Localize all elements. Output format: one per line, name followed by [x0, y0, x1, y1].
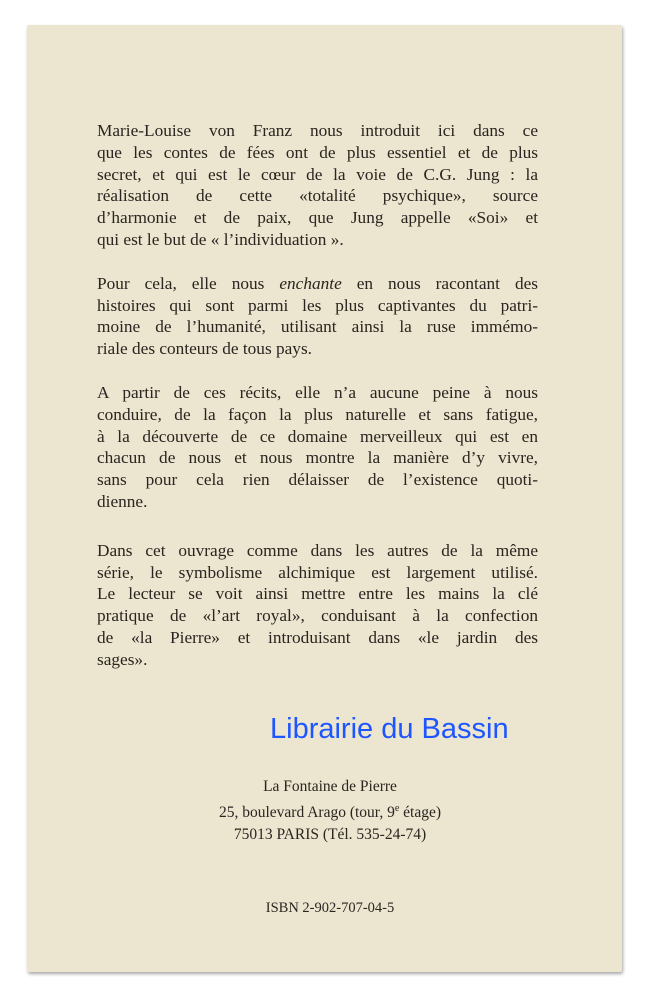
text-line: Dans cet ouvrage comme dans les autres de la même — [97, 540, 538, 560]
address-text: 25, boulevard Arago (tour, 9 — [218, 804, 395, 822]
text-line: moine de l’humanité, utilisant ainsi la ruse immémo- — [97, 317, 538, 337]
text-line: à la découverte de ce domaine merveilleux qui est en — [97, 426, 538, 446]
isbn: ISBN 2-902-707-04-5 — [265, 900, 395, 916]
text-line: d’harmonie et de paix, que Jung appelle «Soi» et — [97, 208, 538, 228]
text-line — [97, 273, 538, 295]
blurb — [97, 120, 538, 693]
address-text: étage) — [399, 804, 442, 822]
text: Pour cela, elle nous — [97, 273, 280, 293]
paragraph-2 — [97, 273, 538, 360]
text-line: série, le symbolisme alchimique est largement utilisé. — [97, 562, 538, 582]
text-line: sans pour cela rien délaisser de l’existence quoti- — [97, 470, 538, 490]
publisher-name: La Fontaine de Pierre — [263, 778, 397, 795]
text-line: secret, et qui est le cœur de la voie de C.G. Jung : la — [97, 164, 538, 184]
text-line: chacun de nous et nous montre la manière d’y vivre, — [97, 448, 538, 468]
text-line: réalisation de cette «totalité psychique», source — [97, 186, 538, 206]
italic-word: enchante — [279, 273, 342, 293]
publisher-city: 75013 PARIS (Tél. 535-24-74) — [233, 826, 427, 844]
watermark: Librairie du Bassin — [270, 713, 509, 745]
address-superscript: e — [394, 803, 400, 814]
text-line: que les contes de fées ont de plus essentiel et de plus — [97, 142, 538, 162]
text-line: Le lecteur se voit ainsi mettre entre les mains la clé — [97, 584, 538, 604]
text: en nous racontant des — [341, 273, 538, 293]
publisher-block — [130, 776, 530, 846]
text-line: dienne. — [97, 491, 148, 511]
text-line: conduire, de la façon la plus naturelle et sans fatigue, — [97, 404, 538, 424]
paragraph-1 — [97, 120, 538, 251]
text-line: qui est le but de « l’individuation ». — [97, 229, 344, 249]
text-line: histoires qui sont parmi les plus captivantes du patri- — [97, 295, 538, 315]
text-line: pratique de «l’art royal», conduisant à la confection — [97, 606, 538, 626]
text-line: sages». — [97, 649, 148, 669]
text-line: Marie-Louise von Franz nous introduit ici dans ce — [97, 121, 538, 140]
paragraph-4 — [97, 540, 538, 671]
paragraph-3 — [97, 382, 538, 513]
text-line: de «la Pierre» et introduisant dans «le jardin des — [97, 627, 538, 647]
text-line: A partir de ces récits, elle n’a aucune peine à nous — [97, 382, 538, 402]
text-line: riale des conteurs de tous pays. — [97, 339, 312, 359]
publisher-address — [130, 798, 530, 824]
